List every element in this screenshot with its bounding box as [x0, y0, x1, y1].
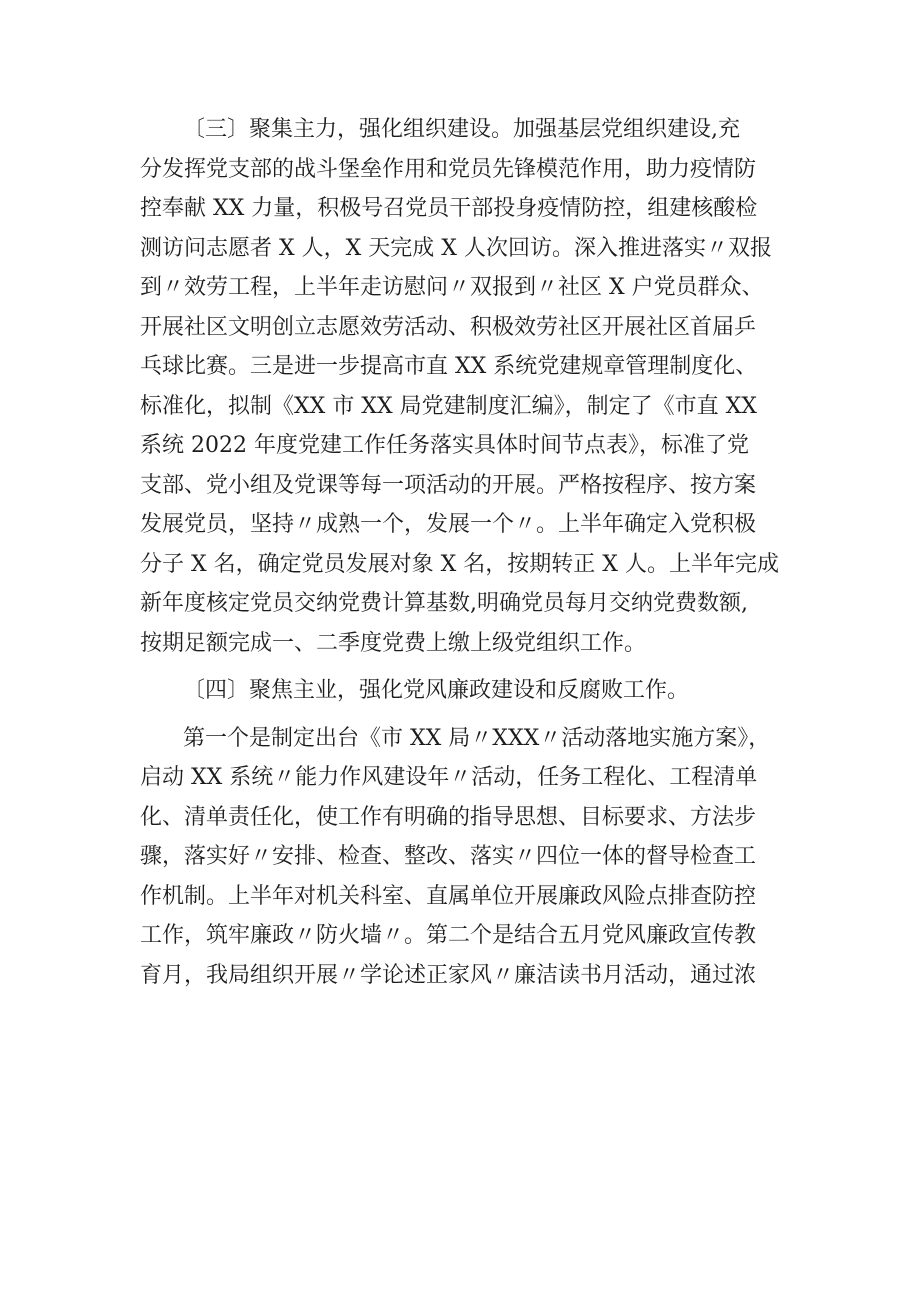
- paragraph-3-line: 开展社区文明创立志愿效劳活动、积极效劳社区开展社区首届乒: [140, 314, 757, 340]
- section-heading-4: 〔四〕聚焦主业，强化党风廉政建设和反腐败工作。: [183, 678, 690, 703]
- document-body: [0, 110, 920, 995]
- paragraph-3-line: 乓球比赛。三是进一步提高市直 XX 系统党建规章管理制度化、: [140, 354, 758, 379]
- paragraph-4-line: 工作，筑牢廉政〃防火墙〃。第二个是结合五月党风廉政宣传教: [140, 923, 757, 948]
- paragraph-3-line: 发展党员，坚持〃成熟一个，发展一个〃。上半年确定入党积极: [140, 512, 757, 537]
- paragraph-spacer: [0, 711, 920, 719]
- paragraph-3-line: 系统 2022 年度党建工作任务落实具体时间节点表》，标准了党: [140, 433, 749, 458]
- paragraph-4-line: 第一个是制定出台《市 XX 局〃XXX〃活动落地实施方案》，: [183, 725, 771, 751]
- paragraph-3-line: 〔三〕聚集主力，强化组织建设。加强基层党组织建设,充: [183, 117, 740, 142]
- paragraph-4-line: 作机制。上半年对机关科室、直属单位开展廉政风险点排查防控: [140, 883, 757, 909]
- paragraph-4-line: 骤，落实好〃安排、检查、整改、落实〃四位一体的督导检查工: [140, 844, 757, 869]
- paragraph-4-line: 启动 XX 系统〃能力作风建设年〃活动，任务工程化、工程清单: [140, 765, 758, 790]
- paragraph-3-line: 到〃效劳工程，上半年走访慰问〃双报到〃社区 X 户党员群众、: [140, 275, 764, 300]
- paragraph-3-line: 标准化，拟制《XX 市 XX 局党建制度汇编》，制定了《市直 XX: [140, 393, 757, 419]
- paragraph-3-line: 分发挥党支部的战斗堡垒作用和党员先锋模范作用，助力疫情防: [140, 156, 757, 182]
- paragraph-3-line: 按期足额完成一、二季度党费上缴上级党组织工作。: [140, 630, 647, 656]
- paragraph-3-line: 支部、党小组及党课等每一项活动的开展。严格按程序、按方案: [140, 472, 757, 498]
- paragraph-4-line: 育月，我局组织开展〃学论述正家风〃廉洁读书月活动，通过浓: [140, 962, 757, 988]
- paragraph-spacer: [0, 663, 920, 671]
- paragraph-3-line: 测访问志愿者 X 人，X 天完成 X 人次回访。深入推进落实〃双报: [140, 235, 772, 261]
- paragraph-3-line: 分子 X 名，确定党员发展对象 X 名，按期转正 X 人。上半年完成: [140, 551, 779, 577]
- paragraph-4-line: 化、清单责任化，使工作有明确的指导思想、目标要求、方法步: [140, 804, 757, 830]
- paragraph-3-line: 控奉献 XX 力量，积极号召党员干部投身疫情防控，组建核酸检: [140, 196, 758, 221]
- paragraph-3-line: 新年度核定党员交纳党费计算基数,明确党员每月交纳党费数额,: [140, 591, 748, 616]
